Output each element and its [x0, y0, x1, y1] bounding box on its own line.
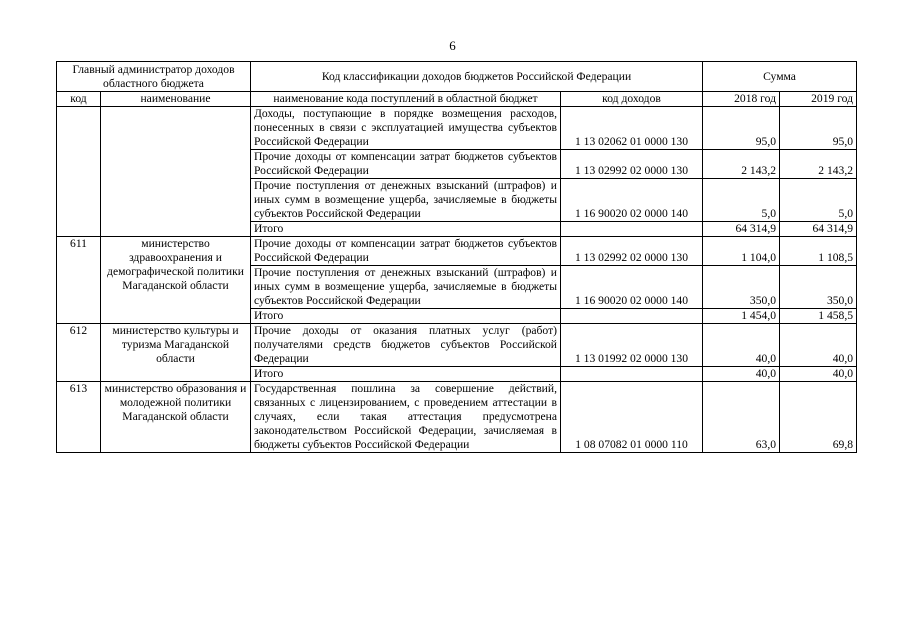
amount-2019: 5,0 [780, 179, 857, 222]
income-name: Прочие поступления от денежных взысканий (штрафов) и иных сумм в возмещение ущерба, зачисляемые в бюджеты субъектов Российской Федерации [251, 266, 561, 309]
amount-2019: 350,0 [780, 266, 857, 309]
table-row [57, 237, 857, 266]
income-code: 1 08 07082 01 0000 110 [561, 382, 703, 453]
income-code: 1 16 90020 02 0000 140 [561, 266, 703, 309]
income-code: 1 13 02062 01 0000 130 [561, 107, 703, 150]
table-row [57, 107, 857, 150]
total-code-empty [561, 309, 703, 324]
amount-2018: 40,0 [703, 324, 780, 367]
total-2019: 1 458,5 [780, 309, 857, 324]
income-code: 1 13 02992 02 0000 130 [561, 150, 703, 179]
header-classification-group: Код классификации доходов бюджетов Российской Федерации [251, 62, 703, 92]
total-code-empty [561, 367, 703, 382]
income-name: Прочие доходы от компенсации затрат бюджетов субъектов Российской Федерации [251, 237, 561, 266]
total-label: Итого [251, 222, 561, 237]
amount-2018: 5,0 [703, 179, 780, 222]
total-2018: 64 314,9 [703, 222, 780, 237]
header-year-2019: 2019 год [780, 92, 857, 107]
admin-name: министерство культуры и туризма Магаданской области [101, 324, 251, 382]
header-year-2018: 2018 год [703, 92, 780, 107]
total-2019: 40,0 [780, 367, 857, 382]
total-2018: 40,0 [703, 367, 780, 382]
table-row [57, 382, 857, 453]
amount-2019: 69,8 [780, 382, 857, 453]
amount-2018: 350,0 [703, 266, 780, 309]
income-name: Прочие поступления от денежных взысканий (штрафов) и иных сумм в возмещение ущерба, зачисляемые в бюджеты субъектов Российской Федерации [251, 179, 561, 222]
amount-2018: 95,0 [703, 107, 780, 150]
amount-2019: 1 108,5 [780, 237, 857, 266]
admin-code-cell [57, 107, 101, 237]
page-number: 6 [449, 38, 456, 53]
header-sum-group: Сумма [703, 62, 857, 92]
total-label: Итого [251, 309, 561, 324]
total-label: Итого [251, 367, 561, 382]
budget-revenue-table [56, 61, 857, 453]
total-code-empty [561, 222, 703, 237]
admin-name: министерство образования и молодежной политики Магаданской области [101, 382, 251, 453]
admin-name: министерство здравоохранения и демографической политики Магаданской области [101, 237, 251, 324]
income-name: Прочие доходы от оказания платных услуг (работ) получателями средств бюджетов субъектов Российской Федерации [251, 324, 561, 367]
table-row [57, 324, 857, 367]
total-2018: 1 454,0 [703, 309, 780, 324]
header-code: код [57, 92, 101, 107]
admin-code: 613 [57, 382, 101, 453]
income-name: Государственная пошлина за совершение действий, связанных с лицензированием, с проведением аттестации в случаях, если такая аттестация предусмотрена законодательством Российской Федерации, зачисляемая в бюджеты субъектов Российской Федерации [251, 382, 561, 453]
header-name: наименование [101, 92, 251, 107]
income-name: Прочие доходы от компенсации затрат бюджетов субъектов Российской Федерации [251, 150, 561, 179]
amount-2018: 63,0 [703, 382, 780, 453]
amount-2019: 40,0 [780, 324, 857, 367]
header-income-name: наименование кода поступлений в областной бюджет [251, 92, 561, 107]
admin-code: 612 [57, 324, 101, 382]
amount-2018: 2 143,2 [703, 150, 780, 179]
admin-code: 611 [57, 237, 101, 324]
header-admin-group: Главный администратор доходов областного бюджета [57, 62, 251, 92]
income-code: 1 13 02992 02 0000 130 [561, 237, 703, 266]
income-code: 1 16 90020 02 0000 140 [561, 179, 703, 222]
header-income-code: код доходов [561, 92, 703, 107]
amount-2019: 2 143,2 [780, 150, 857, 179]
amount-2019: 95,0 [780, 107, 857, 150]
income-code: 1 13 01992 02 0000 130 [561, 324, 703, 367]
admin-name-cell [101, 107, 251, 237]
income-name: Доходы, поступающие в порядке возмещения расходов, понесенных в связи с эксплуатацией имущества субъектов Российской Федерации [251, 107, 561, 150]
amount-2018: 1 104,0 [703, 237, 780, 266]
total-2019: 64 314,9 [780, 222, 857, 237]
